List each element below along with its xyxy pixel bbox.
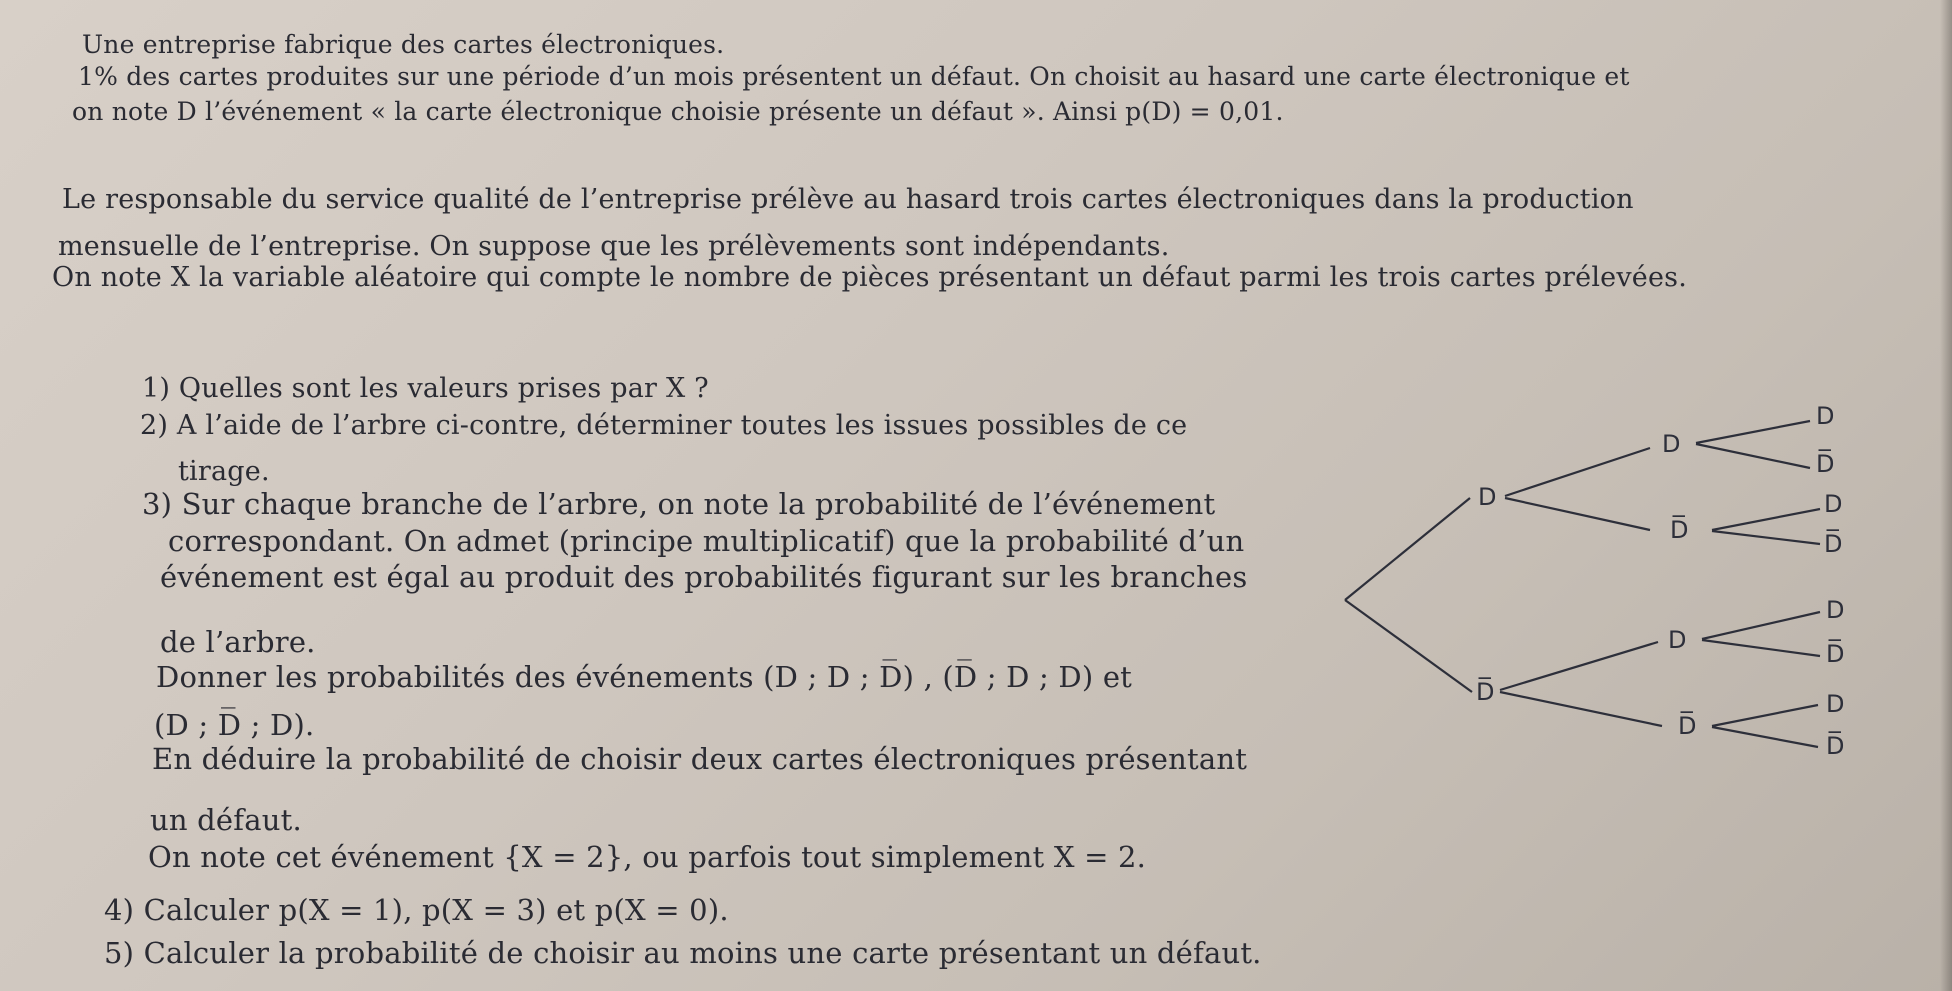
question-3-line-3: événement est égal au produit des probabilités figurant sur les branches [160,560,1248,594]
context-line-2: mensuelle de l’entreprise. On suppose que les prélèvements sont indépendants. [58,231,1170,262]
question-2-line-1: 2) A l’aide de l’arbre ci-contre, déterminer toutes les issues possibles de ce [140,410,1188,441]
question-5: 5) Calculer la probabilité de choisir au moins une carte présentant un défaut. [104,936,1262,970]
question-3-line-5: Donner les probabilités des événements (D ; D ; D̅) , (D̅ ; D ; D) et [156,660,1133,694]
tree-branch [1696,421,1810,443]
tree-branch [1702,612,1820,639]
question-3-line-6: (D ; D̅ ; D). [154,708,315,742]
tree-node-l1-dbar: D̅ [1476,678,1495,706]
question-3-line-8: un défaut. [150,803,302,837]
probability-tree [1340,390,1940,790]
tree-branch [1712,727,1818,747]
tree-branch [1696,444,1810,468]
tree-node-l3-7: D [1826,690,1845,718]
tree-node-l2-2: D̅ [1670,516,1689,544]
question-3-line-2: correspondant. On admet (principe multiplicatif) que la probabilité d’un [168,524,1245,558]
question-4: 4) Calculer p(X = 1), p(X = 3) et p(X = 0). [104,893,729,927]
question-1: 1) Quelles sont les valeurs prises par X ? [142,373,709,404]
question-3-line-9: On note cet événement {X = 2}, ou parfois tout simplement X = 2. [148,840,1147,874]
tree-branch [1712,509,1820,530]
page-edge-shadow [1940,0,1952,991]
intro-line-3: on note D l’événement « la carte électronique choisie présente un défaut ». Ainsi p(D) = 0,01. [72,97,1284,126]
tree-node-l3-4: D̅ [1824,530,1843,558]
tree-node-l3-3: D [1824,490,1843,518]
context-line-3: On note X la variable aléatoire qui compte le nombre de pièces présentant un défaut parmi les trois cartes prélevées. [52,262,1687,293]
tree-branch [1505,448,1650,496]
context-line-1: Le responsable du service qualité de l’entreprise prélève au hasard trois cartes électroniques dans la production [62,184,1634,215]
tree-branch [1505,498,1650,530]
question-2-line-2: tirage. [178,456,270,487]
intro-line-1: Une entreprise fabrique des cartes électroniques. [82,30,725,59]
tree-branch [1345,600,1472,692]
tree-node-l3-2: D̅ [1816,450,1835,478]
tree-branch [1500,692,1662,726]
tree-node-l3-8: D̅ [1826,732,1845,760]
question-3-line-1: 3) Sur chaque branche de l’arbre, on note la probabilité de l’événement [142,487,1216,521]
tree-node-l2-4: D̅ [1678,712,1697,740]
intro-line-2: 1% des cartes produites sur une période d’un mois présentent un défaut. On choisit au hasard une carte électronique et [78,62,1630,91]
question-3-line-4: de l’arbre. [160,625,316,659]
tree-node-l2-3: D [1668,626,1687,654]
tree-node-l3-6: D̅ [1826,640,1845,668]
question-3-line-7: En déduire la probabilité de choisir deux cartes électroniques présentant [152,742,1248,776]
tree-node-l3-5: D [1826,596,1845,624]
tree-node-l3-1: D [1816,402,1835,430]
tree-branch [1345,498,1470,600]
tree-branch [1702,640,1820,656]
tree-branch [1712,531,1820,544]
tree-node-l2-1: D [1662,430,1681,458]
tree-branch [1712,705,1818,726]
tree-node-l1-d: D [1478,483,1497,511]
tree-branch [1500,642,1658,690]
